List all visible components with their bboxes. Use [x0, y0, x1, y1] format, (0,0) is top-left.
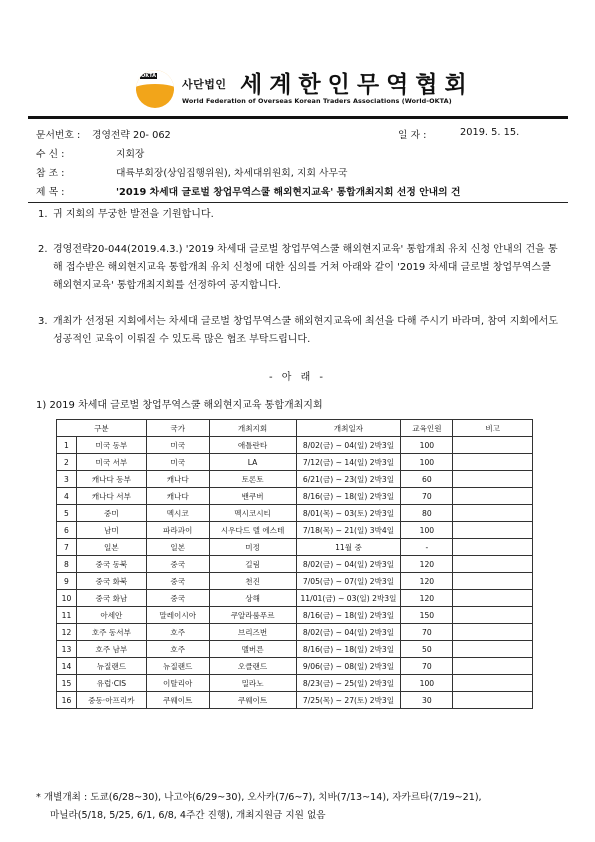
table-header-row — [57, 420, 533, 437]
cell-row-number: 12 — [57, 624, 77, 641]
cell-participants: 120 — [401, 556, 453, 573]
paragraph-1-text: 귀 지회의 무궁한 발전을 기원합니다. — [53, 209, 214, 220]
cell-remarks — [453, 488, 533, 505]
table-row — [57, 437, 533, 454]
cell-region: 호주 동서부 — [76, 624, 146, 641]
paragraph-2 — [38, 241, 560, 295]
table-row — [57, 522, 533, 539]
cell-row-number: 8 — [57, 556, 77, 573]
cell-country: 미국 — [146, 454, 209, 471]
cell-country: 뉴질랜드 — [146, 658, 209, 675]
cell-participants: 120 — [401, 590, 453, 607]
to-value: 지회장 — [116, 149, 145, 160]
cell-dates: 7/05(금) ~ 07(일) 2박3일 — [296, 573, 401, 590]
cell-dates: 7/18(목) ~ 21(일) 3박4일 — [296, 522, 401, 539]
logo-text: OKTA — [141, 73, 157, 79]
table-row — [57, 692, 533, 709]
cell-host-branch: 상해 — [209, 590, 296, 607]
meta-divider — [28, 202, 568, 203]
cell-dates: 11/01(금) ~ 03(일) 2박3일 — [296, 590, 401, 607]
cell-remarks — [453, 539, 533, 556]
date-label: 일 자 : — [398, 130, 427, 141]
cell-host-branch: 미정 — [209, 539, 296, 556]
table-row — [57, 641, 533, 658]
cell-country: 중국 — [146, 573, 209, 590]
header-remarks: 비고 — [453, 420, 533, 437]
cell-region: 캐나다 동부 — [76, 471, 146, 488]
cell-participants: 100 — [401, 454, 453, 471]
doc-no-value: 경영전략 20- 062 — [92, 130, 171, 141]
cell-participants: 70 — [401, 624, 453, 641]
header-host-branch: 개최지회 — [209, 420, 296, 437]
to-label: 수 신 : — [36, 149, 65, 160]
section-title: 1) 2019 차세대 글로벌 창업무역스쿨 해외현지교육 통합개최지회 — [36, 400, 323, 411]
cell-country: 말레이시아 — [146, 607, 209, 624]
cell-dates: 8/01(목) ~ 03(토) 2박3일 — [296, 505, 401, 522]
footnote-line-2: 마닐라(5/18, 5/25, 6/1, 6/8, 4주간 진행), 개최지원금 지원 없음 — [50, 810, 326, 821]
cell-dates: 8/02(금) ~ 04(일) 2박3일 — [296, 437, 401, 454]
cell-row-number: 7 — [57, 539, 77, 556]
table-row — [57, 573, 533, 590]
cell-remarks — [453, 692, 533, 709]
header-country: 국가 — [146, 420, 209, 437]
cell-participants: - — [401, 539, 453, 556]
cell-remarks — [453, 658, 533, 675]
table-row — [57, 590, 533, 607]
table-row — [57, 471, 533, 488]
table-row — [57, 505, 533, 522]
cell-region: 미국 서부 — [76, 454, 146, 471]
cell-dates: 6/21(금) ~ 23(일) 2박3일 — [296, 471, 401, 488]
cell-country: 쿠웨이트 — [146, 692, 209, 709]
cell-row-number: 15 — [57, 675, 77, 692]
cell-dates: 9/06(금) ~ 08(일) 2박3일 — [296, 658, 401, 675]
cell-remarks — [453, 590, 533, 607]
cell-country: 캐나다 — [146, 471, 209, 488]
cell-host-branch: 쿠알라룸푸르 — [209, 607, 296, 624]
cell-row-number: 5 — [57, 505, 77, 522]
cell-host-branch: 밴쿠버 — [209, 488, 296, 505]
okta-logo — [136, 70, 174, 108]
table-row — [57, 624, 533, 641]
paragraph-1-number: 1. — [38, 209, 48, 220]
cell-participants: 60 — [401, 471, 453, 488]
cell-country: 캐나다 — [146, 488, 209, 505]
cell-region: 호주 남부 — [76, 641, 146, 658]
cell-row-number: 16 — [57, 692, 77, 709]
cell-remarks — [453, 437, 533, 454]
cell-host-branch: 토론토 — [209, 471, 296, 488]
cell-participants: 100 — [401, 522, 453, 539]
cell-region: 중동·아프리카 — [76, 692, 146, 709]
cc-label: 참 조 : — [36, 168, 65, 179]
table-row — [57, 539, 533, 556]
table-row — [57, 454, 533, 471]
cell-remarks — [453, 675, 533, 692]
paragraph-2-number: 2. — [38, 244, 48, 255]
cell-remarks — [453, 573, 533, 590]
cell-region: 남미 — [76, 522, 146, 539]
cell-host-branch: LA — [209, 454, 296, 471]
cell-country: 중국 — [146, 590, 209, 607]
cell-region: 아세안 — [76, 607, 146, 624]
cell-remarks — [453, 522, 533, 539]
cell-dates: 11월 중 — [296, 539, 401, 556]
cell-row-number: 2 — [57, 454, 77, 471]
cell-dates: 7/25(목) ~ 27(토) 2박3일 — [296, 692, 401, 709]
table-row — [57, 488, 533, 505]
cell-region: 캐나다 서부 — [76, 488, 146, 505]
header-category: 구분 — [57, 420, 147, 437]
subject-label: 제 목 : — [36, 187, 65, 198]
cell-dates: 8/16(금) ~ 18(일) 2박3일 — [296, 641, 401, 658]
cell-remarks — [453, 505, 533, 522]
cell-country: 일본 — [146, 539, 209, 556]
subject-value: '2019 차세대 글로벌 창업무역스쿨 해외현지교육' 통합개최지회 선정 안내의 건 — [116, 187, 461, 198]
cell-region: 미국 동부 — [76, 437, 146, 454]
cell-host-branch: 시우다드 델 에스테 — [209, 522, 296, 539]
paragraph-3-text: 개최가 선정된 지회에서는 차세대 글로벌 창업무역스쿨 해외현지교육에 최선을 다해 주시기 바라며, 참여 지회에서도 성공적인 교육이 이뤄질 수 있도록 많은 협조 부탁드립니다. — [53, 316, 559, 345]
cell-region: 일본 — [76, 539, 146, 556]
cell-host-branch: 애틀란타 — [209, 437, 296, 454]
paragraph-3 — [38, 313, 560, 349]
header-dates: 개최일자 — [296, 420, 401, 437]
cell-host-branch: 길림 — [209, 556, 296, 573]
paragraph-2-text: 경영전략20-044(2019.4.3.) '2019 차세대 글로벌 창업무역스쿨 해외현지교육' 통합개최 유치 신청 안내의 건을 통해 접수받은 해외현지교육 통합개최 유치 신청에 대한 심의를 거쳐 아래와 같이 '2019 차세대 글로벌 창업무역스쿨 해외현지교육' 통합개최지회를 선정하여 공지합니다. — [53, 244, 558, 291]
paragraph-1 — [38, 206, 560, 224]
cell-row-number: 6 — [57, 522, 77, 539]
cell-host-branch: 쿠웨이트 — [209, 692, 296, 709]
cell-country: 파라과이 — [146, 522, 209, 539]
cell-country: 미국 — [146, 437, 209, 454]
cell-participants: 70 — [401, 488, 453, 505]
cell-row-number: 10 — [57, 590, 77, 607]
host-branch-table — [56, 419, 533, 709]
cell-region: 뉴질랜드 — [76, 658, 146, 675]
table-row — [57, 607, 533, 624]
cell-participants: 80 — [401, 505, 453, 522]
cell-country: 이탈리아 — [146, 675, 209, 692]
doc-no-label: 문서번호 : — [36, 130, 81, 141]
cell-participants: 100 — [401, 437, 453, 454]
cell-remarks — [453, 624, 533, 641]
cell-remarks — [453, 556, 533, 573]
cell-dates: 8/02(금) ~ 04(일) 2박3일 — [296, 556, 401, 573]
notice-heading: - 아 래 - — [268, 372, 327, 383]
cell-row-number: 4 — [57, 488, 77, 505]
cell-row-number: 9 — [57, 573, 77, 590]
cell-participants: 120 — [401, 573, 453, 590]
cell-participants: 150 — [401, 607, 453, 624]
cell-host-branch: 밀라노 — [209, 675, 296, 692]
cell-dates: 8/16(금) ~ 18(일) 2박3일 — [296, 488, 401, 505]
cell-dates: 8/23(금) ~ 25(일) 2박3일 — [296, 675, 401, 692]
org-name: 세계한인무역협회 — [240, 72, 474, 98]
cell-region: 중미 — [76, 505, 146, 522]
cell-host-branch: 브리즈번 — [209, 624, 296, 641]
footnote-line-1: * 개별개최 : 도쿄(6/28~30), 나고야(6/29~30), 오사카(7/6~7), 치바(7/13~14), 자카르타(7/19~21), — [36, 792, 482, 803]
cell-region: 중국 화북 — [76, 573, 146, 590]
cell-remarks — [453, 607, 533, 624]
cell-row-number: 11 — [57, 607, 77, 624]
cell-remarks — [453, 471, 533, 488]
cell-remarks — [453, 641, 533, 658]
cell-country: 멕시코 — [146, 505, 209, 522]
cc-value: 대륙부회장(상임집행위원), 차세대위원회, 지회 사무국 — [116, 168, 348, 179]
cell-row-number: 1 — [57, 437, 77, 454]
cell-host-branch: 멜버른 — [209, 641, 296, 658]
date-value: 2019. 5. 15. — [460, 127, 520, 138]
org-english-name: World Federation of Overseas Korean Traders Associations (World-OKTA) — [182, 97, 452, 105]
cell-dates: 7/12(금) ~ 14(일) 2박3일 — [296, 454, 401, 471]
table-row — [57, 658, 533, 675]
table-row — [57, 556, 533, 573]
cell-participants: 50 — [401, 641, 453, 658]
header-divider — [28, 116, 568, 119]
cell-row-number: 13 — [57, 641, 77, 658]
cell-dates: 8/16(금) ~ 18(일) 2박3일 — [296, 607, 401, 624]
cell-region: 유럽·CIS — [76, 675, 146, 692]
cell-row-number: 14 — [57, 658, 77, 675]
cell-participants: 30 — [401, 692, 453, 709]
paragraph-3-number: 3. — [38, 316, 48, 327]
cell-country: 호주 — [146, 641, 209, 658]
cell-country: 호주 — [146, 624, 209, 641]
cell-country: 중국 — [146, 556, 209, 573]
org-prefix: 사단법인 — [182, 78, 227, 91]
cell-region: 중국 동북 — [76, 556, 146, 573]
table-row — [57, 675, 533, 692]
cell-host-branch: 오클랜드 — [209, 658, 296, 675]
cell-participants: 100 — [401, 675, 453, 692]
cell-remarks — [453, 454, 533, 471]
cell-host-branch: 천진 — [209, 573, 296, 590]
cell-dates: 8/02(금) ~ 04(일) 2박3일 — [296, 624, 401, 641]
cell-region: 중국 화남 — [76, 590, 146, 607]
cell-participants: 70 — [401, 658, 453, 675]
cell-host-branch: 멕시코시티 — [209, 505, 296, 522]
cell-row-number: 3 — [57, 471, 77, 488]
header-participants: 교육인원 — [401, 420, 453, 437]
